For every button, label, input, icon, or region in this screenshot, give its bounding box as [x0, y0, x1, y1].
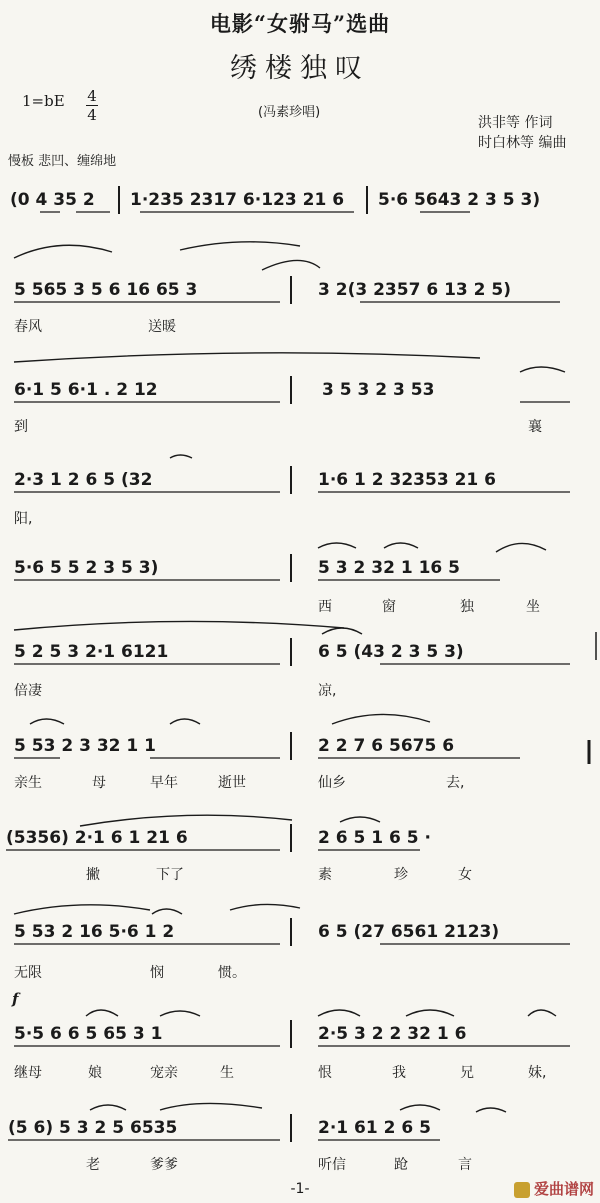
lyric: 送暖: [148, 319, 176, 335]
composer-credit: 时白林等 编曲: [478, 135, 567, 151]
watermark: [514, 1178, 594, 1199]
time-signature: [86, 88, 98, 123]
lyric: 素: [318, 867, 332, 883]
measure-notes: 5 2 5 3 2·1 6121: [14, 642, 169, 662]
lyric: 继母: [14, 1065, 42, 1081]
lyric: 悯: [150, 965, 164, 981]
page-number: -1-: [290, 1181, 310, 1197]
measure-notes: 6 5 (27 6561 2123): [318, 922, 500, 942]
lyric: 听信: [318, 1157, 346, 1173]
watermark-logo-icon: [514, 1182, 530, 1198]
lyricist-credit: 洪非等 作词: [478, 115, 553, 131]
measure-notes: 2 6 5 1 6 5 ·: [318, 828, 431, 848]
lyric: 阳,: [14, 511, 33, 527]
slur: [230, 904, 300, 910]
lyric: 到: [14, 419, 28, 435]
measure-notes: 1·235 2317 6·123 21 6: [130, 190, 345, 210]
barline: [118, 186, 120, 214]
slur: [14, 353, 480, 362]
lyric: 去,: [446, 775, 465, 791]
measure-notes: 5 53 2 3 32 1 1: [14, 736, 156, 756]
lyric: 娘: [88, 1065, 102, 1081]
slur: [496, 543, 546, 552]
meter-top: 4: [87, 87, 97, 105]
lyric: 跄: [394, 1157, 408, 1173]
slur: [170, 719, 200, 724]
slur: [384, 543, 418, 548]
measure-notes: (5 6) 5 3 2 5 6535: [8, 1118, 178, 1138]
singer-credit: (冯素珍唱): [258, 105, 321, 120]
watermark-text: 爱曲谱网: [533, 1180, 594, 1198]
slur: [90, 1105, 126, 1110]
barline: [290, 918, 292, 946]
measure-notes: 2·1 61 2 6 5: [318, 1118, 431, 1138]
slur: [262, 260, 320, 270]
slur: [322, 628, 362, 634]
measure-notes: (5356) 2·1 6 1 21 6: [6, 828, 188, 848]
slur: [170, 455, 192, 458]
lyric: 女: [458, 867, 472, 883]
lyric: 西: [318, 599, 332, 615]
lyric: 母: [92, 775, 106, 791]
barline: [290, 276, 292, 304]
lyric: 妹,: [528, 1065, 547, 1081]
lyric: 倍凄: [14, 683, 42, 699]
lyric: 我: [392, 1065, 406, 1081]
lyric: 惯。: [218, 965, 246, 981]
lyric: 亲生: [14, 775, 42, 791]
slur: [318, 543, 356, 548]
slur: [160, 1103, 262, 1110]
barline: [290, 732, 292, 760]
measure-notes: 5 3 2 32 1 16 5: [318, 558, 460, 578]
slur: [80, 815, 292, 826]
lyric: 兄: [460, 1065, 474, 1081]
slur: [30, 719, 64, 724]
measure-notes: 5·6 5643 2 3 5 3): [378, 190, 541, 210]
measure-notes: 3 2(3 2357 6 13 2 5): [318, 280, 511, 300]
lyric: 早年: [150, 775, 178, 791]
slur: [528, 1010, 556, 1016]
lyric: 无限: [14, 965, 42, 981]
slur: [406, 1010, 454, 1016]
lyric: 宠亲: [150, 1065, 178, 1081]
slur: [160, 1011, 200, 1016]
measure-notes: 1·6 1 2 32353 21 6: [318, 470, 496, 490]
slur: [86, 1010, 118, 1016]
measure-notes: (0 4 35 2: [10, 190, 95, 210]
slur: [14, 621, 344, 630]
lyric: 独: [460, 599, 474, 615]
lyric: 逝世: [218, 775, 246, 791]
lyric: 撇: [86, 867, 100, 883]
meter-bottom: 4: [87, 106, 97, 124]
measure-notes: 5 565 3 5 6 16 65 3: [14, 280, 198, 300]
slur: [318, 1010, 360, 1016]
barline: [366, 186, 368, 214]
measure-notes: 6·1 5 6·1 . 2 12: [14, 380, 158, 400]
slur: [520, 367, 565, 372]
measure-notes: 5·5 6 6 5 65 3 1: [14, 1024, 163, 1044]
lyric: 春风: [14, 319, 42, 335]
barline: [290, 466, 292, 494]
lyric: 恨: [318, 1065, 332, 1081]
lyric: 珍: [394, 867, 408, 883]
slur: [180, 242, 300, 250]
lyric: 襄: [528, 419, 542, 435]
key-signature: 1=bE: [22, 92, 65, 110]
slur: [400, 1105, 440, 1110]
lyric: 言: [458, 1157, 472, 1173]
lyric: 窗: [382, 599, 396, 615]
lyric: 仙乡: [318, 775, 346, 791]
barline: [290, 638, 292, 666]
measure-notes: 2·3 1 2 6 5 (32: [14, 470, 153, 490]
slur: [340, 817, 380, 822]
barline: [290, 1020, 292, 1048]
slur: [332, 714, 430, 724]
barline: [290, 824, 292, 852]
measure-notes: 5 53 2 16 5·6 1 2: [14, 922, 175, 942]
barline: [290, 1114, 292, 1142]
lyric: 爹爹: [150, 1157, 178, 1173]
slur: [14, 905, 150, 914]
slur: [152, 909, 182, 914]
measure-notes: 3 5 3 2 3 53: [322, 380, 435, 400]
subtitle: 电影“女驸马”选曲: [209, 11, 391, 36]
song-title: 绣楼独叹: [230, 53, 370, 84]
measure-notes: 5·6 5 5 2 3 5 3): [14, 558, 159, 578]
lyric: 下了: [156, 867, 184, 883]
lyric: 凉,: [318, 683, 337, 699]
tempo-marking: 慢板 悲凹、缠绵地: [8, 154, 117, 169]
lyric: 老: [86, 1157, 100, 1173]
lyric: 坐: [526, 599, 540, 615]
barline: [290, 376, 292, 404]
slur: [476, 1108, 506, 1112]
slur: [14, 245, 112, 258]
measure-notes: 6 5 (43 2 3 5 3): [318, 642, 464, 662]
dynamic-marking: f: [12, 990, 19, 1008]
measure-notes: 2 2 7 6 5675 6: [318, 736, 455, 756]
barline: [290, 554, 292, 582]
measure-notes: 2·5 3 2 2 32 1 6: [318, 1024, 467, 1044]
lyric: 生: [220, 1065, 234, 1081]
